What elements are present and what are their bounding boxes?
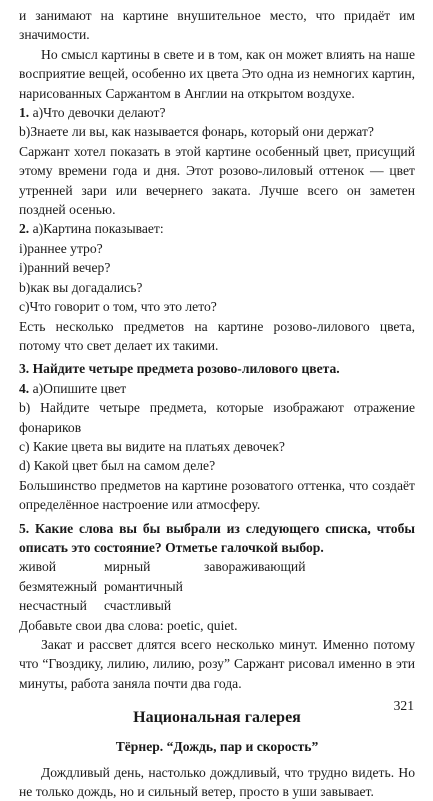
question-4-number: 4. bbox=[19, 380, 30, 396]
word-option: мирный bbox=[104, 559, 151, 575]
question-1-number: 1. bbox=[19, 105, 30, 121]
question-2c: с)Что говорит о том, что это лето? bbox=[19, 299, 217, 315]
question-4b: b) Найдите четыре предмета, которые изображают отражение фонариков bbox=[19, 400, 415, 435]
section-title: Национальная галерея bbox=[133, 709, 301, 727]
word-option: завораживающий bbox=[204, 559, 306, 575]
question-1a-text: а)Что девочки делают? bbox=[29, 105, 166, 121]
paragraph-objects: Есть несколько предметов на картине розово-лилового цвета, потому что свет делает их такими. bbox=[19, 318, 415, 353]
word-option: живой bbox=[19, 559, 57, 575]
word-option: несчастный bbox=[19, 598, 87, 614]
question-4a-text: а)Опишите цвет bbox=[29, 380, 127, 396]
question-4a bbox=[19, 379, 415, 398]
question-2a bbox=[19, 219, 415, 238]
task-3: 3. Найдите четыре предмета розово-лилового цвета. bbox=[19, 361, 340, 377]
word-option bbox=[204, 577, 415, 596]
question-1b: b)Знаете ли вы, как называется фонарь, который они держат? bbox=[19, 124, 374, 140]
question-4c: c) Какие цвета вы видите на платьях девочек? bbox=[19, 438, 285, 454]
page-number: 321 bbox=[393, 698, 414, 713]
paragraph-rainy-day: Дождливый день, настолько дождливый, что трудно видеть. Но не только дождь, но и сильный ветер, просто в уши завывает. bbox=[19, 764, 415, 800]
question-2-option-morning: i)раннее утро? bbox=[19, 240, 103, 256]
question-2a-text: а)Картина показывает: bbox=[29, 221, 164, 237]
paragraph-color: Саржант хотел показать в этой картине особенный цвет, присущий этому времени года и дня. Этот розово-лиловый оттенок — цвет утренней зари или вечернего заката. Лучше всего он заметен поздней осенью. bbox=[19, 143, 415, 218]
word-option: счастливый bbox=[104, 598, 172, 614]
question-2b: b)как вы догадались? bbox=[19, 279, 143, 295]
question-1a bbox=[19, 103, 415, 122]
add-words-line: Добавьте свои два слова: poetic, quiet. bbox=[19, 617, 238, 633]
page-content bbox=[19, 6, 415, 801]
paragraph-mood: Большинство предметов на картине розоватого оттенка, что создаёт определённое настроение или атмосферу. bbox=[19, 477, 415, 513]
question-4d: d) Какой цвет был на самом деле? bbox=[19, 458, 216, 474]
task-5: 5. Какие слова вы бы выбрали из следующего списка, чтобы описать это состояние? Отметье галочкой выбор. bbox=[19, 520, 415, 555]
word-option: безмятежный bbox=[19, 578, 98, 594]
paragraph-sunset: Закат и рассвет длятся всего несколько минут. Именно потому что “Гвоздику, лилию, лилию, розу” Саржант рисовал именно в эти минуты, работа заняла почти два года. bbox=[19, 637, 415, 691]
paragraph-meaning: Но смысл картины в свете и в том, как он может влиять на наше восприятие вещей, особенно их цвета Это одна из немногих картин, нарисованных Саржантом в Англии на открытом воздухе. bbox=[19, 46, 415, 101]
question-2-option-evening: i)ранний вечер? bbox=[19, 260, 111, 276]
word-list bbox=[19, 557, 415, 615]
word-option bbox=[204, 596, 415, 615]
subsection-title: Тёрнер. “Дождь, пар и скорость” bbox=[115, 739, 319, 755]
paragraph-intro: и занимают на картине внушительное место, что придаёт им значимости. bbox=[19, 8, 415, 43]
question-2-number: 2. bbox=[19, 221, 30, 237]
word-option: романтичный bbox=[104, 578, 183, 594]
